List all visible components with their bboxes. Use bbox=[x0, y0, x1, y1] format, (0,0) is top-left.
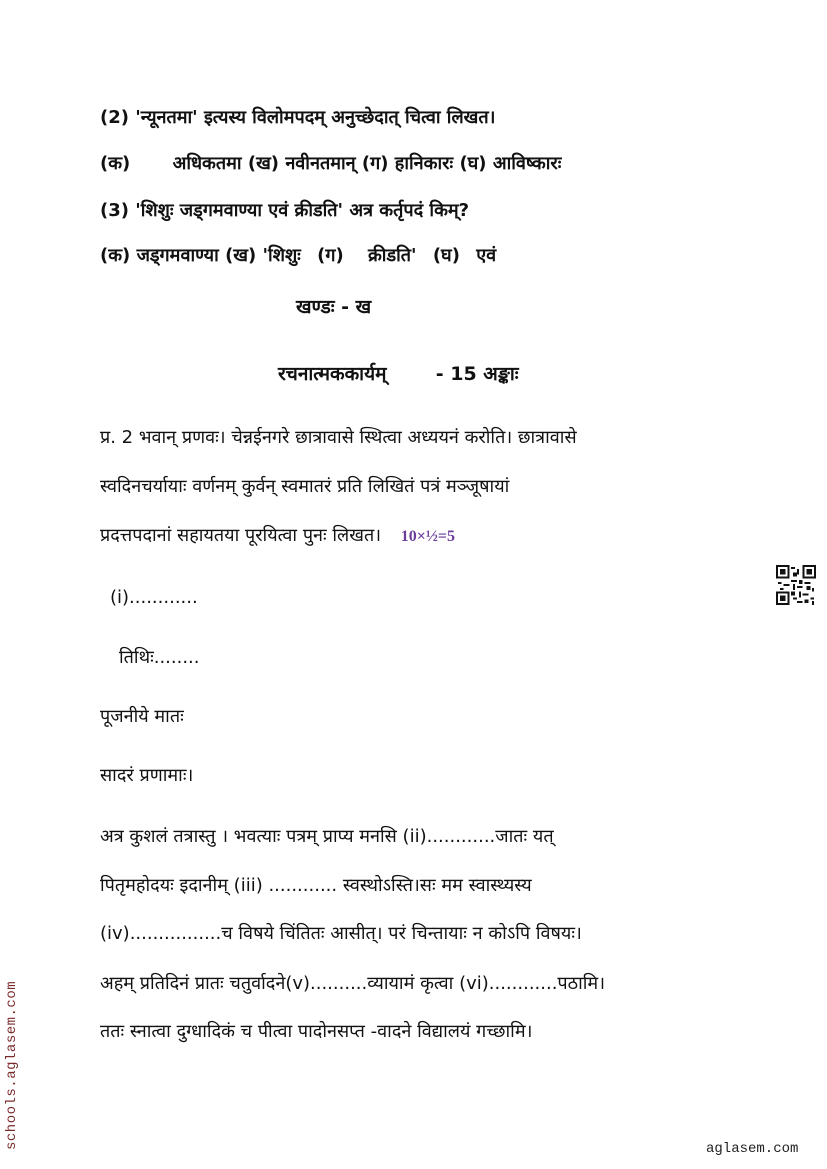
letter-salutation: पूजनीये मातः bbox=[100, 706, 184, 727]
letter-body-line: (iv)................च विषये चिंतितः आसीत्। परं चिन्तायाः न कोऽपि विषयः। bbox=[100, 923, 582, 944]
option-text-ka: अधिकतमा bbox=[172, 153, 242, 174]
question-2-line-3-text: प्रदत्तपदानां सहायतया पूरयित्वा पुनः लिखत। bbox=[100, 525, 382, 546]
question-2-line-1: प्र. 2 भवान् प्रणवः। चेन्नईनगरे छात्रावासे स्थित्वा अध्ययनं करोति। छात्रावासे bbox=[100, 427, 577, 448]
letter-body-line: अत्र कुशलं तत्रास्तु । भवत्याः पत्रम् प्राप्य मनसि (ii)............जातः यत् bbox=[100, 826, 554, 847]
letter-date: तिथिः........ bbox=[119, 647, 200, 668]
letter-body-line: अहम् प्रतिदिनं प्रातः चतुर्वादने(v)..........व्यायामं कृत्वा (vi)............पठामि। bbox=[100, 973, 606, 994]
option-text-gha: एवं bbox=[476, 245, 497, 266]
question-3-subject: (3) 'शिशुः जड्गमवाण्या एवं क्रीडति' अत्र कर्तृपदं किम्? bbox=[100, 200, 470, 221]
marks-badge: 10×½=5 bbox=[400, 528, 456, 545]
question-2-antonym: (2) 'न्यूनतमा' इत्यस्य विलोमपदम् अनुच्छेदात् चित्वा लिखत। bbox=[100, 107, 496, 128]
option-label-ga: (ग) bbox=[317, 245, 344, 266]
section-title: रचनात्मककार्यम् bbox=[278, 363, 387, 385]
question-2-line-3 bbox=[100, 524, 455, 549]
option-text-kha: 'शिशुः bbox=[262, 245, 301, 266]
bottom-watermark: aglasem.com bbox=[706, 1141, 799, 1157]
letter-body-line: ततः स्नात्वा दुग्धादिकं च पीत्वा पादोनसप्त -वादने विद्यालयं गच्छामि। bbox=[100, 1021, 533, 1042]
option-label-kha: (ख) bbox=[247, 153, 280, 174]
option-label-ga: (ग) bbox=[361, 153, 389, 174]
option-text-gha: आविष्कारः bbox=[492, 153, 562, 174]
option-text-ga: हानिकारः bbox=[394, 153, 454, 174]
letter-body-line: पितृमहोदयः इदानीम् (iii) ............ स्वस्थोऽस्ति।सः मम स्वास्थ्यस्य bbox=[100, 875, 532, 896]
option-label-gha: (घ) bbox=[432, 245, 460, 266]
section-heading: खण्डः - ख bbox=[296, 296, 372, 318]
letter-greeting: सादरं प्रणामाः। bbox=[100, 765, 194, 786]
side-watermark: schools.aglasem.com bbox=[4, 980, 20, 1150]
option-label-kha: (ख) bbox=[225, 245, 257, 266]
section-marks: - 15 अङ्काः bbox=[435, 363, 519, 385]
option-text-kha: नवीनतमान् bbox=[285, 153, 356, 174]
question-2-line-2: स्वदिनचर्यायाः वर्णनम् कुर्वन् स्वमातरं प्रति लिखितं पत्रं मञ्जूषायां bbox=[100, 476, 510, 497]
option-label-ka: (क) bbox=[100, 245, 131, 266]
question-2-options bbox=[100, 152, 561, 176]
option-text-ga: क्रीडति' bbox=[367, 245, 417, 266]
option-label-gha: (घ) bbox=[459, 153, 487, 174]
section-subheading bbox=[278, 360, 519, 386]
option-label-ka: (क) bbox=[100, 153, 131, 174]
option-text-ka: जड्गमवाण्या bbox=[136, 245, 219, 266]
letter-blank-i: (i)............ bbox=[110, 587, 198, 608]
question-3-options bbox=[100, 244, 496, 268]
qr-code-icon bbox=[776, 565, 816, 605]
